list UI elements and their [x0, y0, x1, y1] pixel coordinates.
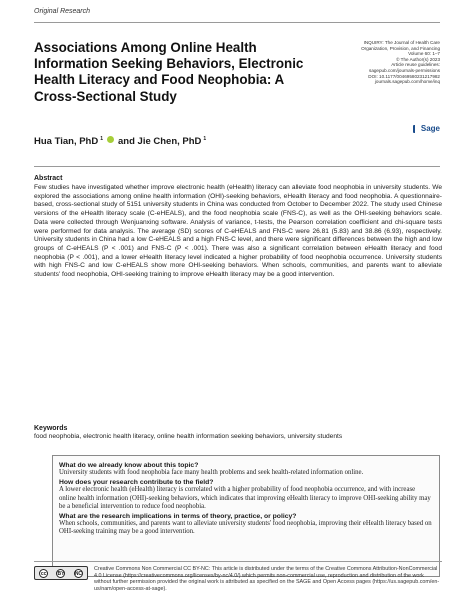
author-2: and Jie Chen, PhD: [118, 136, 202, 147]
license-footer: [34, 561, 442, 601]
key-points-box: [52, 455, 440, 577]
author-1-affiliation: 1: [100, 135, 104, 142]
journal-subtitle: Organization, Provision, and Financing: [361, 45, 440, 51]
sage-logo: [413, 124, 440, 133]
keywords-heading: Keywords: [34, 425, 68, 432]
journal-name: INQUIRY: The Journal of Health Care: [363, 40, 440, 45]
journal-info: [320, 40, 440, 85]
authors-divider: [34, 166, 440, 167]
abstract-heading: Abstract: [34, 175, 63, 182]
publisher-name: Sage: [420, 124, 440, 133]
copyright: © The Author(s) 2023: [396, 56, 440, 62]
license-text: Creative Commons Non Commercial CC BY-NC: This article is distributed under the terms of the Creative Commons Attribution-NonCommercial 4.0 License (https://creativecommons.org/licenses/by-nc/4.0/) which permits non-commercial use, reproduction and distribution of the work without further permission provided the original work is attributed as specified on the SAGE and Open Access pages (https://us.sagepub.com/en-us/nam/open-access-at-sage).: [94, 566, 440, 592]
cc-icon: cc: [40, 570, 47, 577]
article-title: Associations Among Online Health Information Seeking Behaviors, Electronic Health Literacy and Food Neophobia: A Cross-Sectional Study: [34, 40, 304, 104]
sage-mark-icon: [413, 125, 419, 133]
nc-icon: NC: [74, 570, 83, 577]
cc-license-badge[interactable]: [34, 566, 88, 580]
journal-link[interactable]: journals.sagepub.com/home/inq: [374, 79, 440, 85]
author-2-affiliation: 1: [203, 135, 207, 142]
question-3: What are the research implications in terms of theory, practice, or policy?: [59, 513, 297, 521]
abstract-text: Few studies have investigated whether improve electronic health (eHealth) literacy can alleviate food neophobia in university students. We explored the associations among online health information (OHI)-seeking behaviors, eHealth literacy and food neophobia. A questionnaire-based, cross-sectional study of 5151 university students in China was conducted from October to December 2022. The study used Chinese versions of the eHealth literacy scale (C-eHEALS), and the food neophobia scale (FNS-C), as well as the OHI-seeking behaviors scale. Data were collected through Wenjuanxing software. Analysis of variance, t-tests, the Pearson correlation coefficient and chi-square tests were performed for data analysis. The average (SD) scores of C-eHEALS and FNS-C were 26.81 (5.83) and 38.86 (6.93), respectively. University students in China had a low C-eHEALS and a high FNS-C level, and there were significant differences between the high and low groups of C-eHEALS (P < .001) and FNS-C (P < .001). There was also a significant correlation between eHealth literacy and food neophobia (P < .001), and a lower eHealth literacy level indicated a higher probability of food neophobia occurrence. University students with high FNS-C and low C-eHEALS show more OHI-seeking behaviors. When schools, communities, and parents want to alleviate students' food neophobia, OHI-seeking training to improve eHealth literacy may be a good intervention.: [34, 184, 442, 279]
by-icon: BY: [57, 570, 65, 577]
question-1: What do we already know about this topic?: [59, 462, 199, 469]
permissions-link[interactable]: sagepub.com/journals-permissions: [369, 67, 440, 73]
answer-3: When schools, communities, and parents want to alleviate university students' food neophobia, improving their eHealth literacy based on OHI-seeking training may be a good intervention.: [59, 520, 432, 536]
keywords-text: food neophobia, electronic health literacy, online health information seeking behaviors, university students: [34, 433, 343, 440]
journal-volume: Volume 60: 1–7: [408, 51, 440, 57]
question-2: How does your research contribute to the field?: [59, 479, 214, 487]
doi[interactable]: DOI: 10.1177/00469580231217982: [368, 73, 440, 79]
authors: [34, 136, 206, 147]
author-1: Hua Tian, PhD: [34, 136, 99, 147]
header-divider: [34, 22, 440, 23]
reuse-label: Article reuse guidelines:: [391, 62, 440, 68]
answer-2: A lower electronic health (eHealth) literacy is correlated with a higher probability of food neophobia occurrence, and with increase online health information (OHI)-seeking behaviors, which indicates that improving eHealth literacy to improve OHI-seeking ability may be a beneficial intervention to reduce food neophobia.: [59, 486, 431, 510]
answer-1: University students with food neophobia face many health problems and seek health-related information online.: [59, 469, 364, 476]
orcid-icon[interactable]: [107, 136, 114, 143]
section-label: Original Research: [34, 8, 91, 15]
